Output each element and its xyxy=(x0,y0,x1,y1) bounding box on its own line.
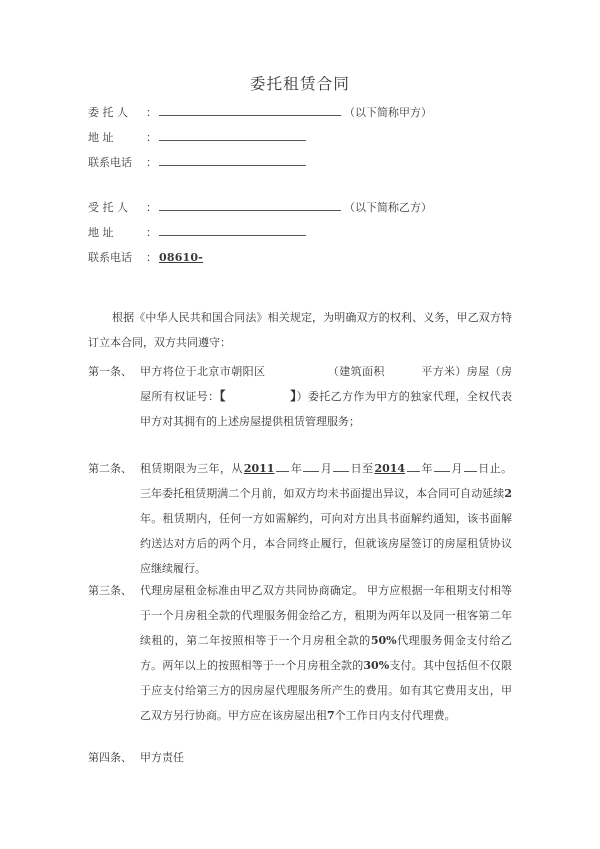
lease-end-year-pad[interactable] xyxy=(407,462,420,472)
article-4-label: 第四条、 xyxy=(88,751,132,764)
lease-start-year-pad[interactable] xyxy=(276,462,289,472)
commission-over-two-years-pct: 30% xyxy=(363,659,390,672)
party-a-name-input[interactable] xyxy=(159,105,341,116)
payment-workdays: 7 xyxy=(327,709,335,722)
commission-second-year-pct: 50% xyxy=(370,634,397,647)
article-2 xyxy=(88,456,512,581)
party-b-address-input[interactable] xyxy=(159,225,306,236)
party-b-name-suffix: （以下简称乙方） xyxy=(344,201,432,214)
article-2-label: 第二条、 xyxy=(88,462,132,475)
party-b-block xyxy=(88,199,538,274)
article-4 xyxy=(88,745,512,770)
party-a-block xyxy=(88,104,538,179)
article-1-seg2: （建筑面积 xyxy=(327,365,385,378)
party-a-name-suffix: （以下简称甲方） xyxy=(344,106,432,119)
party-b-address-colon: ： xyxy=(146,226,157,239)
party-a-name-label: 委 托 人 xyxy=(88,106,128,119)
party-b-name-colon: ： xyxy=(146,201,157,214)
article-3 xyxy=(88,578,512,728)
party-b-address-label: 地 址 xyxy=(88,226,114,239)
article-3-seg4: 个工作日内支付代理费。 xyxy=(334,709,456,722)
party-b-name-label: 受 托 人 xyxy=(88,201,128,214)
bracket-open: 【 xyxy=(219,389,226,403)
lease-start-year[interactable]: 2011 xyxy=(243,462,275,475)
party-a-phone-row xyxy=(88,154,538,179)
lease-end-year[interactable]: 2014 xyxy=(374,462,406,475)
party-b-phone-label: 联系电话 xyxy=(88,251,132,264)
article-1-seg3: 平方米）房屋（房屋所有权证号： xyxy=(140,365,513,403)
article-2-seg1: 租赁期限为三年，从 xyxy=(140,462,243,475)
party-a-address-input[interactable] xyxy=(159,130,306,141)
page-title: 委托租赁合同 xyxy=(249,75,351,93)
intro-paragraph: 根据《中华人民共和国合同法》相关规定，为明确双方的权利、义务，甲乙双方特订立本合同，双方共同遵守： xyxy=(88,311,512,349)
article-1-body xyxy=(140,359,512,434)
lease-end-month[interactable] xyxy=(434,462,450,472)
article-2-seg3: 月 xyxy=(320,462,333,475)
party-a-phone-input[interactable] xyxy=(159,155,306,166)
article-3-label: 第三条、 xyxy=(88,584,132,597)
article-2-seg4: 日至 xyxy=(350,462,374,475)
party-b-phone-row xyxy=(88,249,538,274)
article-2-seg6: 月 xyxy=(450,462,463,475)
party-a-address-row xyxy=(88,129,538,154)
article-3-body xyxy=(140,578,512,728)
article-2-seg2: 年 xyxy=(290,462,303,475)
renewal-years: 2 xyxy=(504,487,512,500)
party-b-phone-colon: ： xyxy=(146,251,157,264)
article-3-seg1: 代理房屋租金标准由甲乙双方共同协商确定。 甲方应根据一年租期支付相等于一个月房租全款的代理服务佣金给乙方，租期为两年以及同一租客第二年续租的，第二年按照相等于一个月房租全款的 xyxy=(140,584,512,647)
article-1-seg4: ）委托乙方作为甲方的独家代理，全权代表甲方对其拥有的上述房屋提供租赁管理服务； xyxy=(140,390,512,428)
party-a-address-colon: ： xyxy=(146,131,157,144)
article-1 xyxy=(88,359,512,434)
article-1-seg1: 甲方将位于北京市朝阳区 xyxy=(140,365,266,378)
lease-end-day[interactable] xyxy=(464,462,477,472)
party-a-phone-colon: ： xyxy=(146,156,157,169)
party-a-name-colon: ： xyxy=(146,106,157,119)
article-1-label: 第一条、 xyxy=(88,365,132,378)
lease-start-month[interactable] xyxy=(303,462,319,472)
party-b-name-row xyxy=(88,199,538,224)
lease-start-day[interactable] xyxy=(333,462,349,472)
party-a-address-label: 地 址 xyxy=(88,131,114,144)
article-2-seg7: 日止。三年委托租赁期满二个月前，如双方均未书面提出异议，本合同可自动延续 xyxy=(140,462,513,500)
article-3-seg3: 支付。其中包括但不仅限于应支付给第三方的因房屋代理服务所产生的费用。如有其它费用支出，甲乙双方另行协商。甲方应在该房屋出租 xyxy=(140,659,513,722)
article-4-body: 甲方责任 xyxy=(140,751,184,764)
party-b-address-row xyxy=(88,224,538,249)
article-3-seg2: 代理服务佣金支付给乙方。两年以上的按照相等于一个月房租全款的 xyxy=(140,634,513,672)
party-b-name-input[interactable] xyxy=(159,200,341,211)
article-2-seg8: 年。租赁期内，任何一方如需解约，可向对方出具书面解约通知，该书面解约送达对方后的两个月，本合同终止履行，但就该房屋签订的房屋租赁协议应继续履行。 xyxy=(140,512,512,575)
party-b-phone-value[interactable]: 08610- xyxy=(159,251,204,264)
party-a-phone-label: 联系电话 xyxy=(88,156,132,169)
party-a-name-row xyxy=(88,104,538,129)
bracket-close: 】 xyxy=(289,389,297,403)
article-2-body xyxy=(140,456,512,581)
article-2-seg5: 年 xyxy=(421,462,433,475)
